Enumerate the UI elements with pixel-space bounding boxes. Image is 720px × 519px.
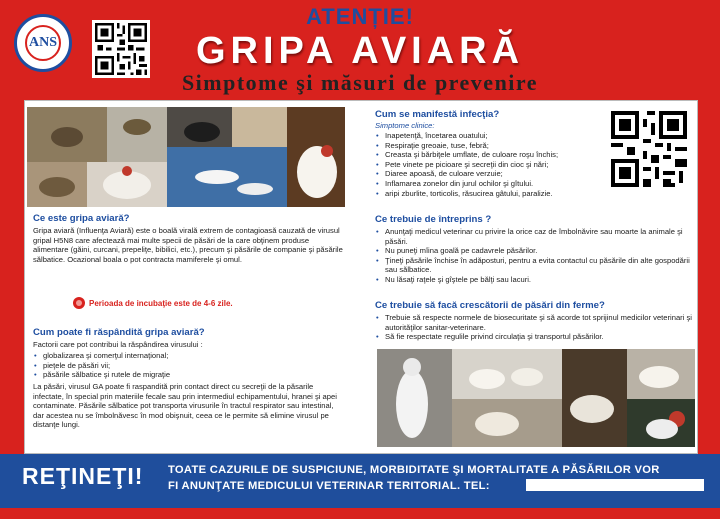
logo-initials: ANS [25,25,61,61]
list-item: • Să fie respectate regulile privind circulaţia şi transportul păsărilor. [375,332,693,342]
actions-heading: Ce trebuie de întreprins ? [375,214,492,225]
manifest-heading: Cum se manifestă infecţia? [375,109,500,120]
farm-photo-collage [377,349,695,447]
poultry-photo-collage [27,107,345,207]
spread-heading: Cum poate fi răspândită gripa aviară? [33,327,205,338]
what-heading: Ce este gripa aviară? [33,213,130,224]
symptoms-list [375,131,600,198]
list-item: • Ţineţi păsările închise în adăposturi, pentru a evita contactul cu păsările din alte gospodării sau sălbatice. [375,256,693,275]
what-text: Gripa aviară (Influenţa Aviară) este o boală virală extrem de contagioasă cauzată de virusul gripal H5N8 care afecteazǎ mai multe specii de păsări de la care obţinem produse alimentare (găini, curcani, prepeliţe, bibilici, etc.), precum şi păsările de companie şi păsările sălbatice. Ocazional boala o pot contracta mamiferele şi omul. [33,226,343,264]
virus-icon [73,297,85,309]
list-item: • Pete vinete pe picioare şi secreţii din cioc şi nări; [375,160,600,170]
list-item: • aripi zburlite, torticolis, răsucirea gâtului, paralizie. [375,189,600,199]
list-item: • Diaree apoasă, de culoare verzuie; [375,169,600,179]
list-item: • globalizarea şi comerţul internaţional; [33,351,345,361]
list-item: • Anunţaţi medicul veterinar cu privire la orice caz de îmbolnăvire sau moarte la animale şi păsări. [375,227,693,246]
phone-field [526,479,704,491]
spread-intro: Factorii care pot contribui la răspândirea virusului : [33,340,203,349]
spread-list [33,351,345,380]
list-item: • păsările sălbatice şi rutele de migraţie [33,370,345,380]
spread-text: La păsări, virusul GA poate fi raspandită prin contact direct cu secreţii de la păsarile infectate, în special prin materiile fecale sau prin intermediul echipamentului, hranei şi apei contaminate. Păsările sălbatice pot transporta virusurile în tractul respirator sau intestinal, dar acestea nu se îmbolnăvesc în mod obişnuit, ceea ce le permite să elimine virusul pe distanţe lungi. [33,382,337,430]
poster-subtitle: Simptome şi măsuri de prevenire [181,70,539,95]
incubation-note: Perioada de incubaţie este de 4-6 zile. [89,299,233,308]
list-item: • Trebuie să respecte normele de biosecuritate şi să acorde tot sprijinul medicilor veterinari şi autorităţilor sanitar-veterinare. [375,313,693,332]
warning-heading: ATENȚIE! [306,4,414,29]
footer-line-1: TOATE CAZURILE DE SUSPICIUNE, MORBIDITATE ŞI MORTALITATE A PĂSĂRILOR VOR [168,464,660,476]
list-item: • Inflamarea zonelor din jurul ochilor şi gîtului. [375,179,600,189]
footer-remember: REŢINEŢI! [22,463,144,489]
list-item: • Nu lăsaţi raţele şi gîştele pe bălţi sau lacuri. [375,275,693,285]
list-item: • Creasta şi bărbiţele umflate, de culoare roşu închis; [375,150,600,160]
poster-title: GRIPA AVIARĂ [195,30,525,72]
manifest-subheading: Simptome clinice: [375,121,435,130]
list-item: • Nu puneţi mîina goală pe cadavrele păsărilor. [375,246,693,256]
footer-line-2: FI ANUNŢATE MEDICULUI VETERINAR TERITORIAL. TEL: [168,480,490,492]
farmers-list [375,313,693,342]
farmers-heading: Ce trebuie să facă crescătorii de păsări din ferme? [375,300,605,311]
list-item: • Inapetenţă, încetarea ouatului; [375,131,600,141]
list-item: • Respiraţie greoaie, tuse, febră; [375,141,600,151]
qr-code-icon [607,107,691,191]
content-panel [24,100,698,454]
list-item: • pieţele de păsări vii; [33,361,345,371]
actions-list [375,227,693,285]
